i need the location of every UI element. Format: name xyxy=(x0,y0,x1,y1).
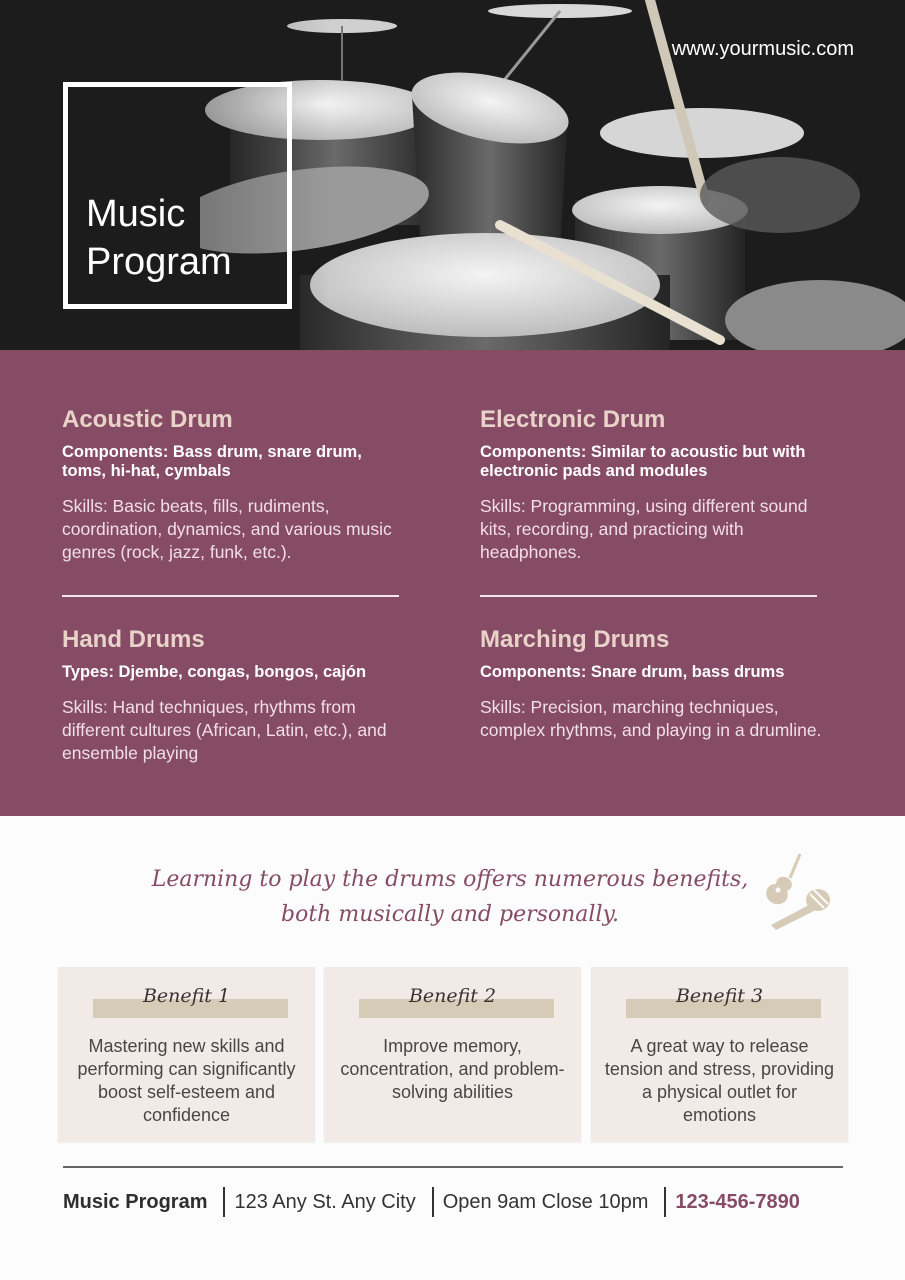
benefit-text: A great way to release tension and stress, providing a physical outlet for emotions xyxy=(604,1036,835,1125)
footer-separator xyxy=(223,1187,225,1217)
drum-card-skills: Skills: Precision, marching techniques, complex rhythms, and playing in a drumline. xyxy=(480,697,822,740)
divider-right xyxy=(480,595,817,597)
footer-phone[interactable]: 123-456-7890 xyxy=(675,1190,800,1213)
drum-card-title: Hand Drums xyxy=(62,626,205,653)
drum-card-acoustic xyxy=(62,405,407,564)
footer-separator xyxy=(432,1187,434,1217)
drum-card-title: Electronic Drum xyxy=(480,406,666,433)
benefit-text: Improve memory, concentration, and problem-solving abilities xyxy=(340,1036,565,1102)
guitar-and-microphone-icon xyxy=(762,850,834,934)
benefit-label: Benefit 2 xyxy=(408,985,497,1007)
drum-card-components: Components: Snare drum, bass drums xyxy=(480,663,785,681)
benefit-card-3 xyxy=(591,967,848,1142)
website-url[interactable]: www.yourmusic.com xyxy=(671,38,854,60)
drum-card-title: Marching Drums xyxy=(480,626,670,653)
footer-hours: Open 9am Close 10pm xyxy=(442,1190,649,1213)
title-line-1: Music xyxy=(86,193,186,235)
hero-banner xyxy=(0,0,905,350)
drum-card-electronic xyxy=(480,405,825,564)
divider-left xyxy=(62,595,399,597)
footer-divider xyxy=(63,1166,843,1168)
benefits-intro: Learning to play the drums offers numerous benefits, both musically and personally. xyxy=(151,867,749,927)
benefit-label: Benefit 3 xyxy=(675,985,764,1007)
benefit-label: Benefit 1 xyxy=(142,985,231,1007)
drum-card-marching xyxy=(480,625,825,742)
drum-card-components: Components: Bass drum, snare drum, toms, hi-hat, cymbals xyxy=(62,443,362,480)
footer xyxy=(63,1186,800,1218)
footer-address: 123 Any St. Any City xyxy=(234,1190,416,1213)
benefit-card-1 xyxy=(58,967,315,1142)
drum-card-components: Types: Djembe, congas, bongos, cajón xyxy=(62,663,367,681)
footer-program-name: Music Program xyxy=(63,1190,208,1213)
benefit-card-2 xyxy=(324,967,581,1142)
drum-card-components: Components: Similar to acoustic but with electronic pads and modules xyxy=(480,443,806,480)
drum-types-section xyxy=(0,350,905,816)
drum-card-skills: Skills: Programming, using different sound kits, recording, and practicing with headphones. xyxy=(480,496,808,562)
benefit-text: Mastering new skills and performing can significantly boost self-esteem and confidence xyxy=(77,1036,296,1125)
drum-card-title: Acoustic Drum xyxy=(62,406,233,433)
footer-separator xyxy=(664,1187,666,1217)
drum-card-skills: Skills: Hand techniques, rhythms from different cultures (African, Latin, etc.), and ensemble playing xyxy=(62,697,387,763)
title-line-2: Program xyxy=(86,241,232,283)
page-title xyxy=(86,190,232,286)
drum-card-hand xyxy=(62,625,407,765)
drum-card-skills: Skills: Basic beats, fills, rudiments, coordination, dynamics, and various music genres (rock, jazz, funk, etc.). xyxy=(62,496,392,562)
